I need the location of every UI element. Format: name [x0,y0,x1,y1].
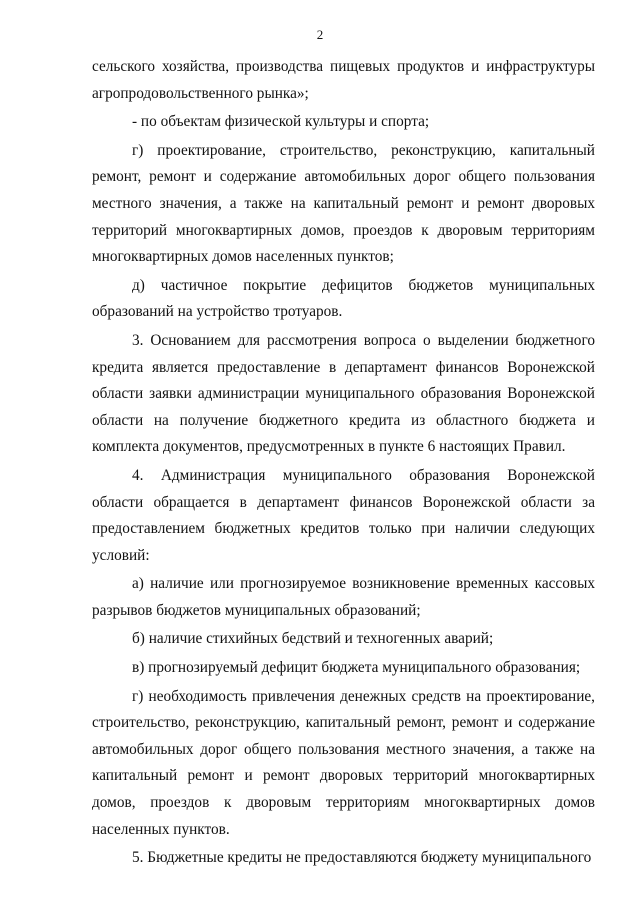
paragraph-section-4: 4. Администрация муниципального образования Воронежской области обращается в департамент финансов Воронежской области за предоставлением бюджетных кредитов только при наличии следующих условий: [92,466,595,564]
paragraph-item-g-roads: г) проектирование, строительство, реконструкцию, капитальный ремонт, ремонт и содержание автомобильных дорог общего пользования местного значения, а также на капитальный ремонт и ремонт дворовых территорий многоквартирных домов, проездов к дворовым территориям многоквартирных домов населенных пунктов; [92,141,595,266]
paragraph-condition-b: б) наличие стихийных бедствий и техногенных аварий; [132,630,494,648]
paragraph-condition-a: а) наличие или прогнозируемое возникновение временных кассовых разрывов бюджетов муниципальных образований; [92,575,595,619]
paragraph-condition-v: в) прогнозируемый дефицит бюджета муниципального образования; [132,659,581,677]
paragraph-continuation: сельского хозяйства, производства пищевых продуктов и инфраструктуры агропродовольственного рынка»; [92,58,595,102]
paragraph-sport-objects: - по объектам физической культуры и спорта; [132,113,430,131]
page-number: 2 [316,27,324,42]
paragraph-section-5: 5. Бюджетные кредиты не предоставляются бюджету муниципального [132,849,592,867]
paragraph-section-3: 3. Основанием для рассмотрения вопроса о выделении бюджетного кредита является предоставление в департамент финансов Воронежской области заявки администрации муниципального образования Воронежской области на получение бюджетного кредита из областного бюджета и комплекта документов, предусмотренных в пункте 6 настоящих Правил. [92,331,595,456]
paragraph-item-d-sidewalks: д) частичное покрытие дефицитов бюджетов муниципальных образований на устройство тротуаров. [92,276,595,321]
document-body [92,54,595,872]
paragraph-condition-g: г) необходимость привлечения денежных средств на проектирование, строительство, реконструкцию, капитальный ремонт, ремонт и содержание автомобильных дорог общего пользования местного значения, а также на капитальный ремонт и ремонт дворовых территорий многоквартирных домов, проездов к дворовым территориям многоквартирных домов населенных пунктов. [92,687,595,838]
